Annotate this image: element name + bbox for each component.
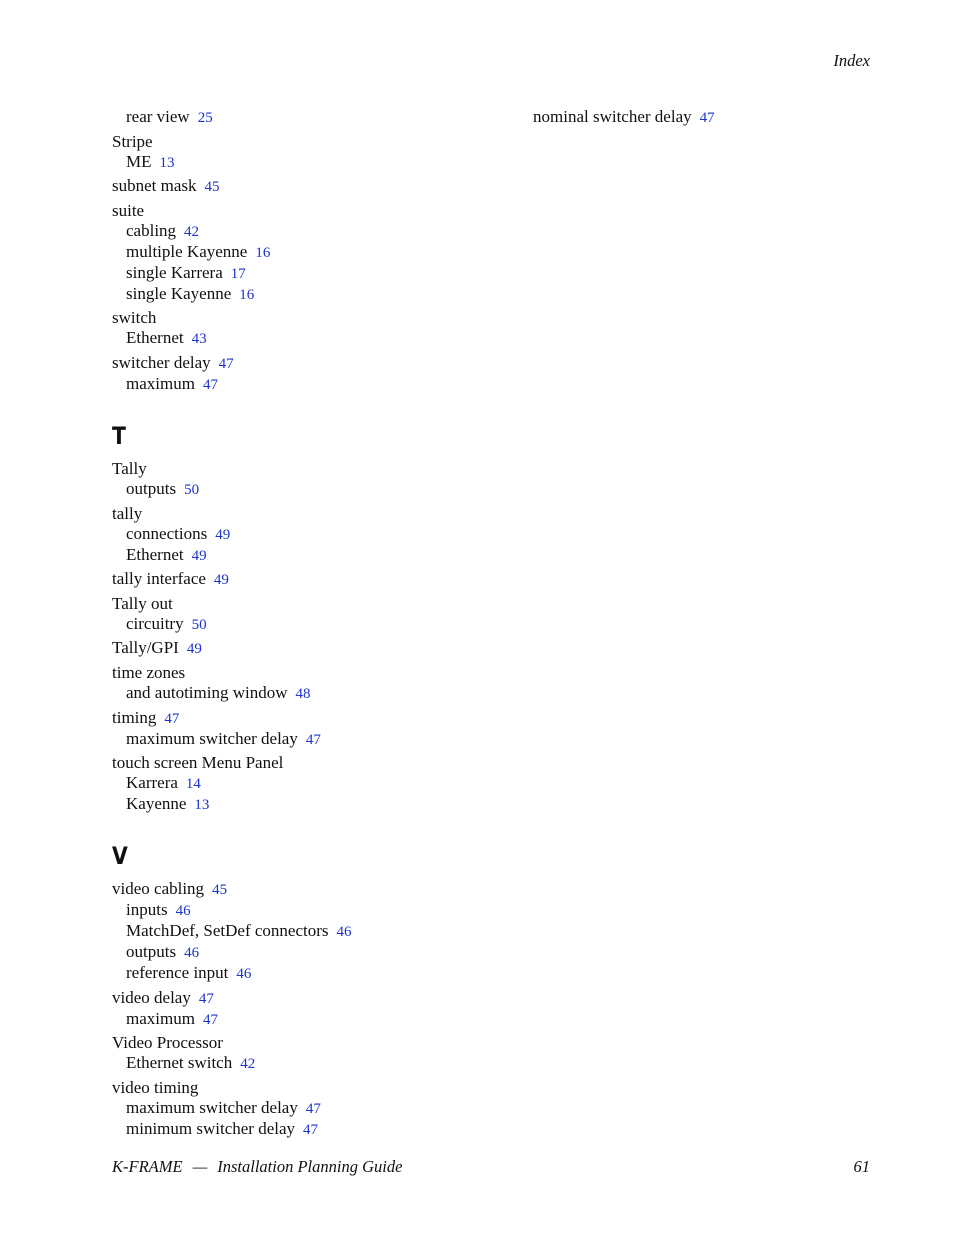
page-reference-link[interactable]: 50 [191,616,207,633]
index-term: maximum [126,373,195,393]
index-term: MatchDef, SetDef connectors [126,921,329,941]
index-entry [112,308,492,328]
index-entry [112,201,492,221]
index-subentry [112,1053,492,1074]
index-entry [112,663,492,683]
index-subentry [112,284,492,305]
page-reference-link[interactable]: 13 [194,797,210,814]
index-term: Karrera [126,773,178,793]
index-subentry [112,152,492,173]
index-right-column [519,107,879,128]
index-term: Ethernet switch [126,1053,233,1073]
page-reference-link[interactable]: 16 [255,244,271,261]
page-reference-link[interactable]: 17 [230,265,246,282]
page-reference-link[interactable]: 49 [191,547,207,564]
section-heading-t: T [112,421,126,450]
index-entry [112,988,492,1009]
index-term: touch screen Menu Panel [112,753,284,773]
index-term: subnet mask [112,176,197,196]
index-term: time zones [112,662,186,682]
page-reference-link[interactable]: 47 [198,990,214,1007]
index-subentry [112,107,492,128]
page-reference-link[interactable]: 45 [212,882,228,899]
index-subentry [112,545,492,566]
page-reference-link[interactable]: 46 [336,924,352,941]
page-reference-link[interactable]: 42 [184,223,200,240]
index-subentry [112,614,492,635]
index-group-s-continued [112,107,492,395]
running-header-title: Index [833,51,870,70]
index-term: maximum switcher delay [126,728,298,748]
index-term: connections [126,523,208,543]
index-term: maximum [126,1008,195,1028]
index-subentry [112,942,492,963]
page-reference-link[interactable]: 46 [184,945,200,962]
page-reference-link[interactable]: 47 [305,731,321,748]
index-entry [112,708,492,729]
index-term: Ethernet [126,544,184,564]
index-term: reference input [126,963,229,983]
index-subentry [112,921,492,942]
index-section-v [112,879,492,1140]
index-entry [112,176,492,197]
page-reference-link[interactable]: 49 [186,641,202,658]
index-entry [112,638,492,659]
index-subentry [112,479,492,500]
index-left-column [112,107,492,1140]
index-term: single Karrera [126,262,223,282]
index-term: switch [112,308,157,328]
index-subentry [112,242,492,263]
page-reference-link[interactable]: 25 [197,110,213,126]
index-subentry [112,524,492,545]
index-term: video delay [112,987,191,1007]
index-entry [112,132,492,152]
index-subentry [112,1119,492,1140]
index-entry [112,1078,492,1098]
footer-page-number: 61 [853,1157,870,1176]
page-reference-link[interactable]: 42 [240,1056,256,1073]
index-term: single Kayenne [126,283,232,303]
index-entry [112,1033,492,1053]
index-term: Kayenne [126,794,187,814]
page-reference-link[interactable]: 47 [202,1011,218,1028]
page-reference-link[interactable]: 49 [213,572,229,589]
index-entry [112,594,492,614]
footer-separator: — [192,1157,208,1176]
page-reference-link[interactable]: 47 [699,110,715,126]
index-entry [112,504,492,524]
page-reference-link[interactable]: 47 [303,1121,319,1138]
index-group-right [519,107,879,128]
index-subentry [112,900,492,921]
index-subentry [112,221,492,242]
index-term: circuitry [126,613,184,633]
footer-guide-name: Installation Planning Guide [217,1157,403,1176]
page-reference-link[interactable]: 13 [159,154,175,171]
index-term: timing [112,707,157,727]
index-subentry [112,1009,492,1030]
index-entry [112,569,492,590]
index-term: Tally [112,458,147,478]
page-reference-link[interactable]: 50 [184,481,200,498]
page-reference-link[interactable]: 47 [164,710,180,727]
index-section-t [112,459,492,815]
index-term: cabling [126,220,177,240]
index-subentry [112,328,492,349]
index-entry [112,753,492,773]
index-term: rear view [126,107,190,126]
index-term: tally [112,503,143,523]
index-subentry [112,374,492,395]
index-subentry [112,794,492,815]
index-term: nominal switcher delay [533,107,692,126]
index-term: minimum switcher delay [126,1118,296,1138]
page-reference-link[interactable]: 45 [204,179,220,196]
page-reference-link[interactable]: 46 [175,903,191,920]
index-term: outputs [126,478,177,498]
index-term: video timing [112,1077,199,1097]
page-reference-link[interactable]: 43 [191,331,207,348]
index-term: and autotiming window [126,682,288,702]
index-term: maximum switcher delay [126,1097,298,1117]
index-term: suite [112,200,145,220]
index-term: switcher delay [112,352,211,372]
index-subentry [112,1098,492,1119]
page-reference-link[interactable]: 47 [202,376,218,393]
index-term: inputs [126,900,168,920]
index-term: Ethernet [126,328,184,348]
index-term: multiple Kayenne [126,241,248,261]
page-reference-link[interactable]: 47 [218,355,234,372]
index-term: outputs [126,942,177,962]
index-term: ME [126,151,152,171]
index-subentry [112,263,492,284]
page-reference-link[interactable]: 47 [305,1100,321,1117]
index-subentry [112,729,492,750]
page-reference-link[interactable]: 46 [236,966,252,983]
index-term: Stripe [112,131,153,151]
index-subentry [112,683,492,704]
index-term: Video Processor [112,1033,223,1053]
index-subentry [519,107,879,128]
index-term: video cabling [112,879,205,899]
index-entry [112,353,492,374]
footer-product-name: K-FRAME [112,1157,183,1176]
footer-document-title [112,1157,402,1177]
page-reference-link[interactable]: 14 [185,776,201,793]
index-entry [112,879,492,900]
page-reference-link[interactable]: 48 [295,685,311,702]
index-subentry [112,963,492,984]
index-term: Tally out [112,593,173,613]
index-entry [112,459,492,479]
page-reference-link[interactable]: 49 [215,526,231,543]
index-subentry [112,773,492,794]
page-reference-link[interactable]: 16 [239,286,255,303]
section-heading-v: V [112,842,128,871]
index-term: tally interface [112,569,206,589]
index-term: Tally/GPI [112,638,179,658]
